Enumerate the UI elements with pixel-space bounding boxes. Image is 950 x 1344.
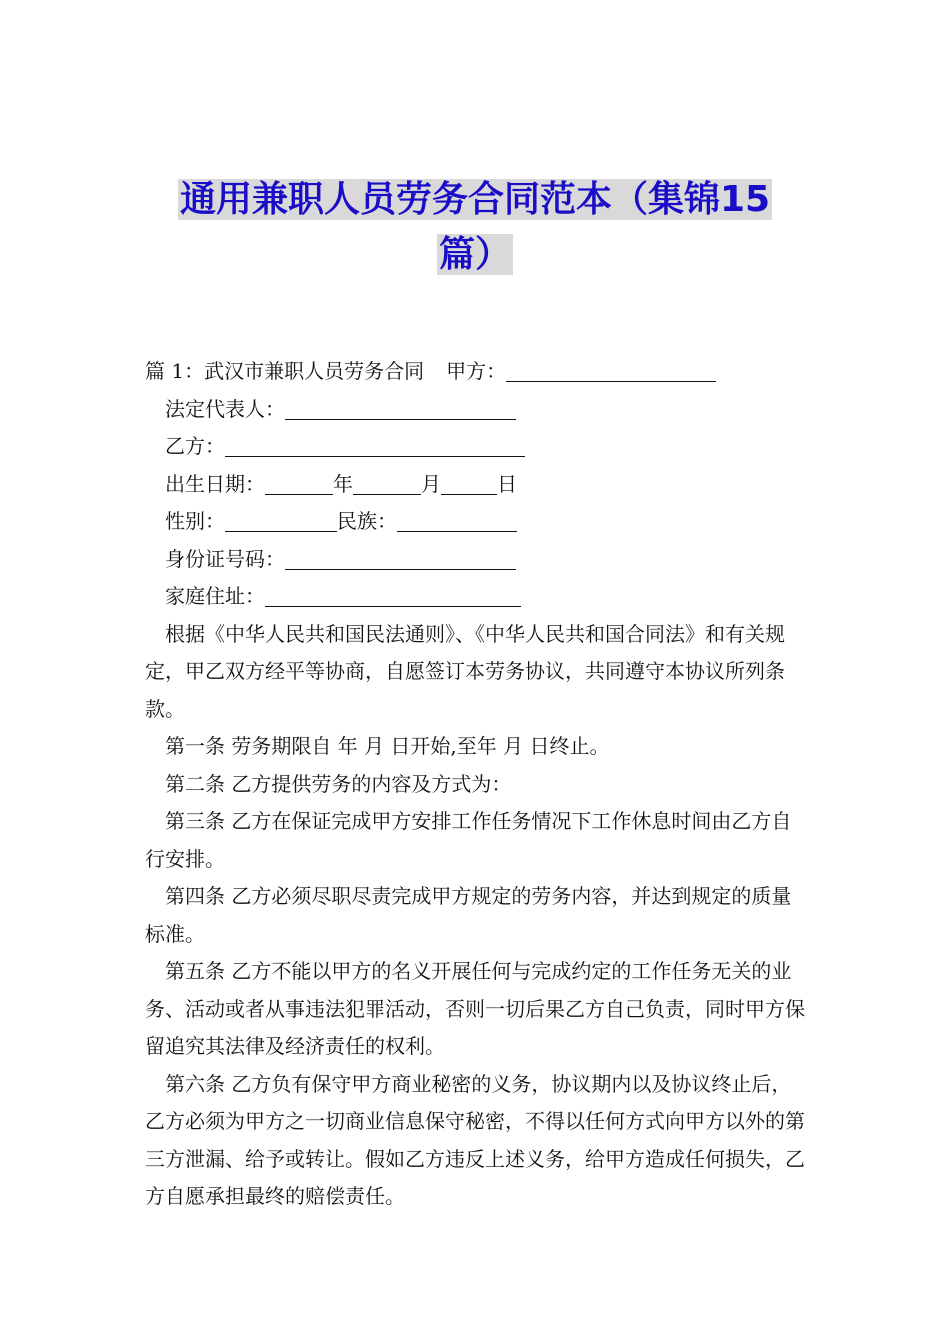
title-line-2: 篇）	[438, 234, 511, 275]
id-number-label: 身份证号码：	[165, 546, 285, 571]
birth-year-blank	[265, 472, 333, 495]
document-title	[140, 172, 810, 282]
address-label: 家庭住址：	[165, 584, 265, 608]
article-3: 第三条 乙方在保证完成甲方安排工作任务情况下工作休息时间由乙方自行安排。	[145, 809, 792, 871]
birth-month-blank	[353, 472, 421, 495]
ethnicity-blank	[397, 509, 517, 532]
party-a-label: 甲方：	[446, 359, 507, 383]
year-label: 年	[333, 471, 353, 496]
contract-header-line	[145, 353, 810, 391]
address-blank	[265, 584, 521, 607]
gender-blank	[225, 509, 337, 532]
article-4: 第四条 乙方必须尽职尽责完成甲方规定的劳务内容，并达到规定的质量标准。	[145, 884, 792, 946]
birth-day-blank	[441, 472, 497, 495]
party-a-blank	[506, 359, 716, 382]
legal-rep-label: 法定代表人：	[165, 396, 285, 421]
legal-rep-line	[145, 391, 810, 429]
address-line	[145, 578, 810, 616]
id-number-line	[145, 541, 810, 579]
party-b-blank	[225, 434, 525, 457]
birth-date-line	[145, 466, 810, 504]
party-b-line	[145, 428, 810, 466]
legal-rep-blank	[285, 397, 516, 420]
id-number-blank	[285, 547, 516, 570]
party-b-label: 乙方：	[165, 434, 225, 458]
day-label: 日	[497, 471, 517, 496]
gender-ethnicity-line	[145, 503, 810, 541]
article-1: 第一条 劳务期限自 年 月 日开始,至年 月 日终止。	[165, 734, 610, 758]
document-body	[145, 353, 810, 1216]
ethnicity-label: 民族：	[337, 509, 397, 533]
gender-label: 性别：	[165, 509, 225, 533]
contract-label: 篇 1：武汉市兼职人员劳务合同	[145, 359, 425, 383]
title-line-1: 通用兼职人员劳务合同范本（集锦15	[179, 179, 771, 220]
preamble-paragraph: 根据《中华人民共和国民法通则》、《中华人民共和国合同法》和有关规定，甲乙双方经平等协商，自愿签订本劳务协议，共同遵守本协议所列条款。	[145, 621, 785, 721]
article-2: 第二条 乙方提供劳务的内容及方式为：	[165, 771, 512, 796]
article-5: 第五条 乙方不能以甲方的名义开展任何与完成约定的工作任务无关的业务、活动或者从事违法犯罪活动，否则一切后果乙方自己负责，同时甲方保留追究其法律及经济责任的权利。	[145, 959, 805, 1058]
article-6: 第六条 乙方负有保守甲方商业秘密的义务，协议期内以及协议终止后，乙方必须为甲方之一切商业信息保守秘密，不得以任何方式向甲方以外的第三方泄漏、给予或转让。假如乙方违反上述义务，给甲方造成任何损失，乙方自愿承担最终的赔偿责任。	[145, 1071, 805, 1208]
birth-label: 出生日期：	[165, 471, 265, 496]
month-label: 月	[421, 471, 441, 496]
